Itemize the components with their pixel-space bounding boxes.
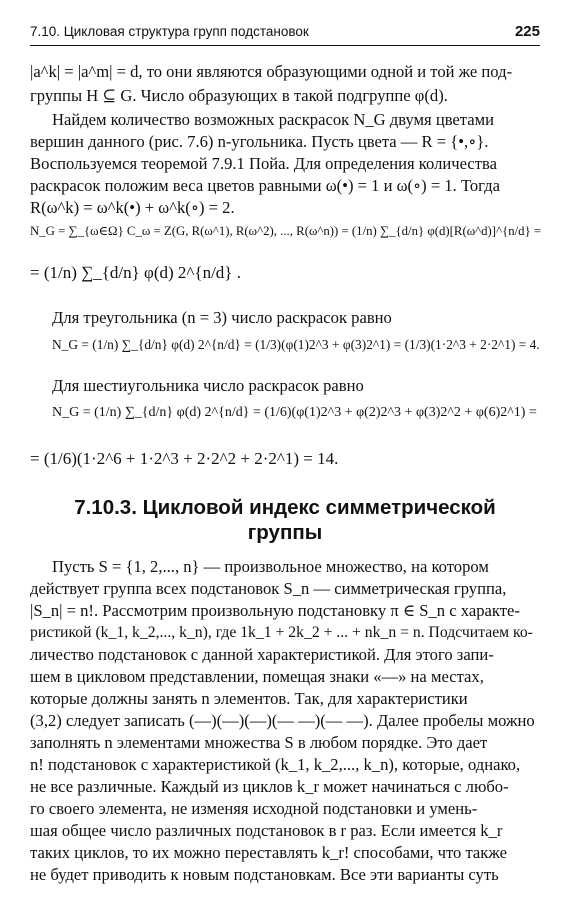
text-line: го своего элемента, не изменяя исходной подстановки и умень-	[30, 799, 478, 818]
text-line: вершин данного (рис. 7.6) n-угольника. Пусть цвета — R = {•,∘}.	[30, 132, 489, 151]
section-heading-line2	[30, 520, 540, 546]
text-line: шая общее число различных подстановок в r раз. Если имеется k_r	[30, 821, 503, 840]
text-line: таких циклов, то их можно переставлять k_r! способами, что также	[30, 843, 507, 862]
text-line: действует группа всех подстановок S_n — симметрическая группа,	[30, 579, 507, 598]
section-number: 7.10.3.	[74, 496, 137, 519]
text-line: Для шестиугольника число раскрасок равно	[52, 376, 364, 395]
header-title: 7.10. Цикловая структура групп подстановок	[30, 24, 309, 39]
text-line: R(ω^k) = ω^k(•) + ω^k(∘) = 2.	[30, 198, 235, 217]
text-line: личество подстановок с данной характеристикой. Для этого запи-	[30, 645, 494, 664]
text-line: шем в цикловом представлении, помещая знаки «—» на местах,	[30, 667, 484, 686]
section-title-line2: группы	[247, 521, 323, 544]
text-line: n! подстановок с характеристикой (k_1, k_2,..., k_n), которые, однако,	[30, 755, 521, 774]
formula-hexagon-1: N_G = (1/n) ∑_{d/n} φ(d) 2^{n/d} = (1/6)(φ(1)2^3 + φ(2)2^3 + φ(3)2^2 + φ(6)2^1) =	[52, 405, 537, 420]
text-line: не все различные. Каждый из циклов k_r может начинаться с любо-	[30, 777, 509, 796]
section-title-line1: Цикловой индекс симметрической	[142, 496, 496, 519]
text-line: |a^k| = |a^m| = d, то они являются образующими одной и той же под-	[30, 62, 513, 81]
formula-general-2: = (1/n) ∑_{d/n} φ(d) 2^{n/d} .	[30, 263, 241, 282]
page-number: 225	[514, 23, 540, 40]
text-line: заполнять n элементами множества S в любом порядке. Это дает	[30, 733, 488, 752]
text-line: которые должны занять n элементов. Так, для характеристики	[30, 689, 468, 708]
text-line: Пусть S = {1, 2,..., n} — произвольное множество, на котором	[52, 557, 489, 576]
formula-hexagon-2: = (1/6)(1·2^6 + 1·2^3 + 2·2^2 + 2·2^1) = 14.	[30, 449, 339, 468]
formula-general-1: N_G = ∑_{ω∈Ω} C_ω = Z(G, R(ω^1), R(ω^2), ..., R(ω^n)) = (1/n) ∑_{d/n} φ(d)[R(ω^d)]^{n/d} =	[30, 224, 542, 238]
text-line: Найдем количество возможных раскрасок N_G двумя цветами	[52, 110, 495, 129]
text-line: |S_n| = n!. Рассмотрим произвольную подстановку π ∈ S_n с характе-	[30, 601, 520, 620]
text-line: Воспользуемся теоремой 7.9.1 Пойа. Для определения количества	[30, 154, 497, 173]
section-heading	[30, 495, 540, 521]
formula-triangle: N_G = (1/n) ∑_{d/n} φ(d) 2^{n/d} = (1/3)(φ(1)2^3 + φ(3)2^1) = (1/3)(1·2^3 + 2·2^1) = 4.	[52, 337, 540, 352]
text-line: не будет приводить к новым подстановкам. Все эти варианты суть	[30, 865, 499, 884]
text-line: раскрасок положим веса цветов равными ω(•) = 1 и ω(∘) = 1. Тогда	[30, 176, 500, 195]
text-line: ристикой (k_1, k_2,..., k_n), где 1k_1 + 2k_2 + ... + nk_n = n. Подсчитаем ко-	[30, 624, 533, 641]
running-header	[30, 21, 540, 46]
text-line: Для треугольника (n = 3) число раскрасок равно	[52, 308, 392, 327]
text-line: группы H ⊆ G. Число образующих в такой подгруппе φ(d).	[30, 86, 448, 105]
text-line: (3,2) следует записать (—)(—)(—)(— —)(— —). Далее пробелы можно	[30, 711, 535, 730]
